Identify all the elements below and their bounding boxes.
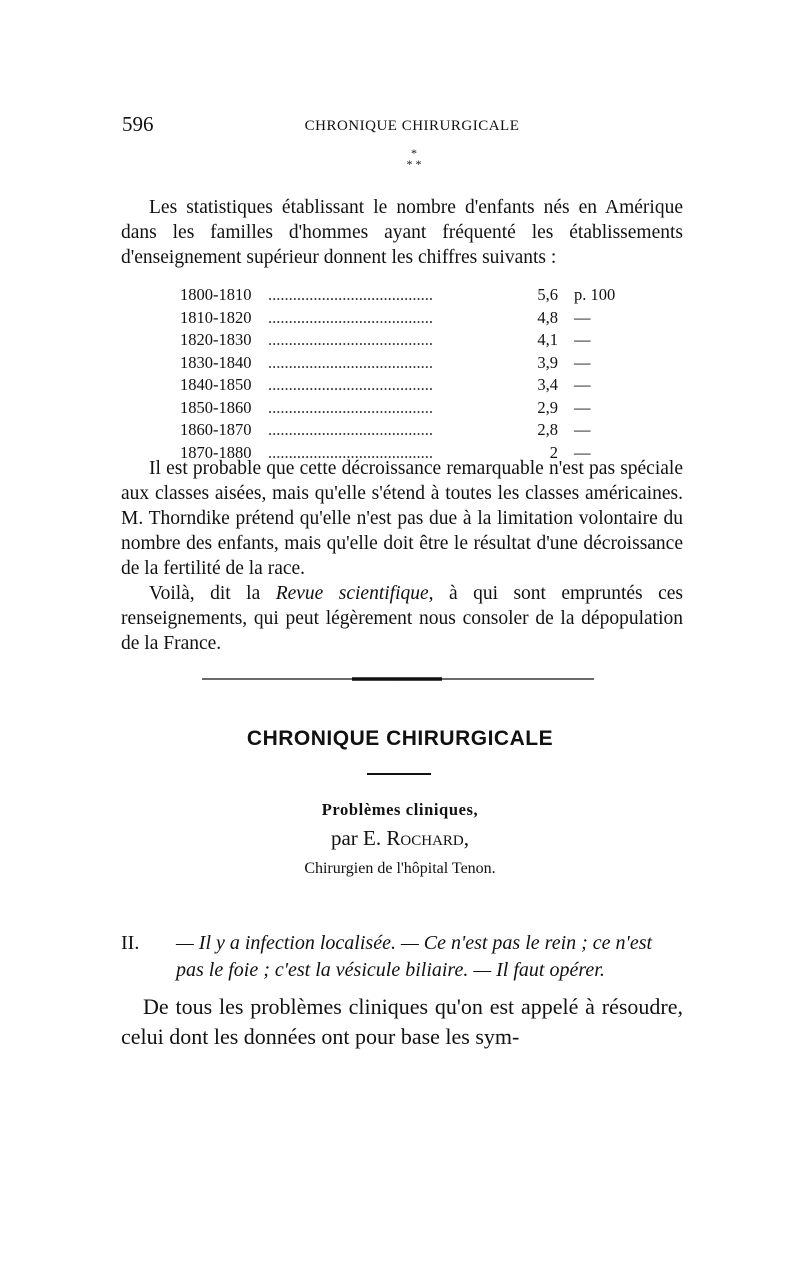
- value-cell: 3,9: [537, 352, 558, 372]
- author-line: [0, 826, 800, 851]
- value-cell: 3,4: [537, 375, 558, 394]
- section-title: CHRONIQUE CHIRURGICALE: [246, 727, 554, 750]
- table-row: [180, 397, 644, 420]
- paragraph-statistics-intro: Les statistiques établissant le nombre d'enfants nés en Amérique dans les familles d'hommes ayant fréquenté les établissements d'enseignement supérieur donnent les chiffres suivants :: [121, 197, 683, 268]
- leader-dots: ........................................: [268, 420, 433, 439]
- period-cell: 1830-1840: [180, 352, 252, 372]
- period-cell: 1840-1850: [180, 375, 252, 394]
- unit-cell: —: [574, 307, 591, 327]
- unit-cell: —: [574, 352, 591, 372]
- period-cell: 1810-1820: [180, 307, 252, 327]
- table-row: [180, 284, 644, 307]
- section-divider-rule: [202, 677, 594, 681]
- period-cell: 1850-1860: [180, 397, 252, 417]
- subsection-heading-line-2: pas le foie ; c'est la vésicule biliaire. — Il faut opérer.: [176, 959, 605, 981]
- table-row: [180, 307, 644, 330]
- leader-dots: ........................................: [268, 442, 433, 462]
- running-title: CHRONIQUE CHIRURGICALE: [304, 118, 520, 134]
- asterism-bottom: * *: [406, 157, 422, 171]
- leader-dots: ........................................: [268, 285, 433, 304]
- paragraph-source-pre: Voilà, dit la: [149, 583, 276, 604]
- value-cell: 4,8: [537, 307, 558, 327]
- subsection-number: II.: [121, 932, 140, 954]
- leader-dots: ........................................: [268, 307, 433, 327]
- period-cell: 1800-1810: [180, 285, 252, 304]
- subsection-heading-line-1: — Il y a infection localisée. — Ce n'est pas le rein ; ce n'est: [176, 932, 653, 954]
- journal-title: Revue scientifique: [275, 583, 429, 604]
- value-cell: 5,6: [537, 285, 558, 304]
- unit-cell: —: [574, 442, 591, 462]
- table-row: [180, 374, 644, 397]
- unit-cell: —: [574, 330, 591, 349]
- leader-dots: ........................................: [268, 352, 433, 372]
- unit-cell: —: [574, 397, 591, 417]
- unit-cell: —: [574, 420, 591, 439]
- paragraph-commentary-text: Il est probable que cette décroissance remarquable n'est pas spéciale aux classes aisées, mais qu'elle s'étend à toutes les classes américaines. M. Thorndike prétend qu'elle n'est pas due à la limitation volontaire du nombre des enfants, mais qu'elle doit être le résultat d'une décroissance de la fertilité de la race.: [121, 458, 683, 579]
- paragraph-body-start: De tous les problèmes cliniques qu'on est appelé à résoudre, celui dont les données ont pour base les sym-: [121, 994, 683, 1049]
- period-cell: 1860-1870: [180, 420, 252, 439]
- table-row: [180, 352, 644, 375]
- leader-dots: ........................................: [268, 397, 433, 417]
- unit-cell: p. 100: [574, 285, 616, 304]
- value-cell: 2,9: [537, 397, 558, 417]
- asterism-top: *: [411, 146, 417, 160]
- subsection-heading: [121, 930, 701, 984]
- author-prefix: par E.: [330, 826, 387, 850]
- paragraph-source-post: , à qui sont empruntés ces renseignements, qui peut légèrement nous consoler de la dépopulation de la France.: [121, 583, 683, 654]
- author-affiliation: Chirurgien de l'hôpital Tenon.: [304, 860, 496, 877]
- title-underline: [367, 773, 431, 775]
- table-row: [180, 419, 644, 442]
- unit-cell: —: [574, 375, 591, 394]
- period-cell: 1870-1880: [180, 442, 252, 462]
- article-subtitle: Problèmes cliniques,: [321, 800, 479, 819]
- author-name: Rochard,: [386, 826, 469, 850]
- value-cell: 2,8: [537, 420, 558, 439]
- period-cell: 1820-1830: [180, 330, 252, 349]
- birth-statistics-table: [180, 284, 644, 464]
- leader-dots: ........................................: [268, 375, 433, 394]
- leader-dots: ........................................: [268, 330, 433, 349]
- value-cell: 2: [549, 442, 558, 462]
- asterism: [0, 148, 800, 170]
- paragraph-commentary: [121, 456, 683, 656]
- table-row: [180, 329, 644, 352]
- page-number: 596: [122, 112, 154, 136]
- value-cell: 4,1: [537, 330, 558, 349]
